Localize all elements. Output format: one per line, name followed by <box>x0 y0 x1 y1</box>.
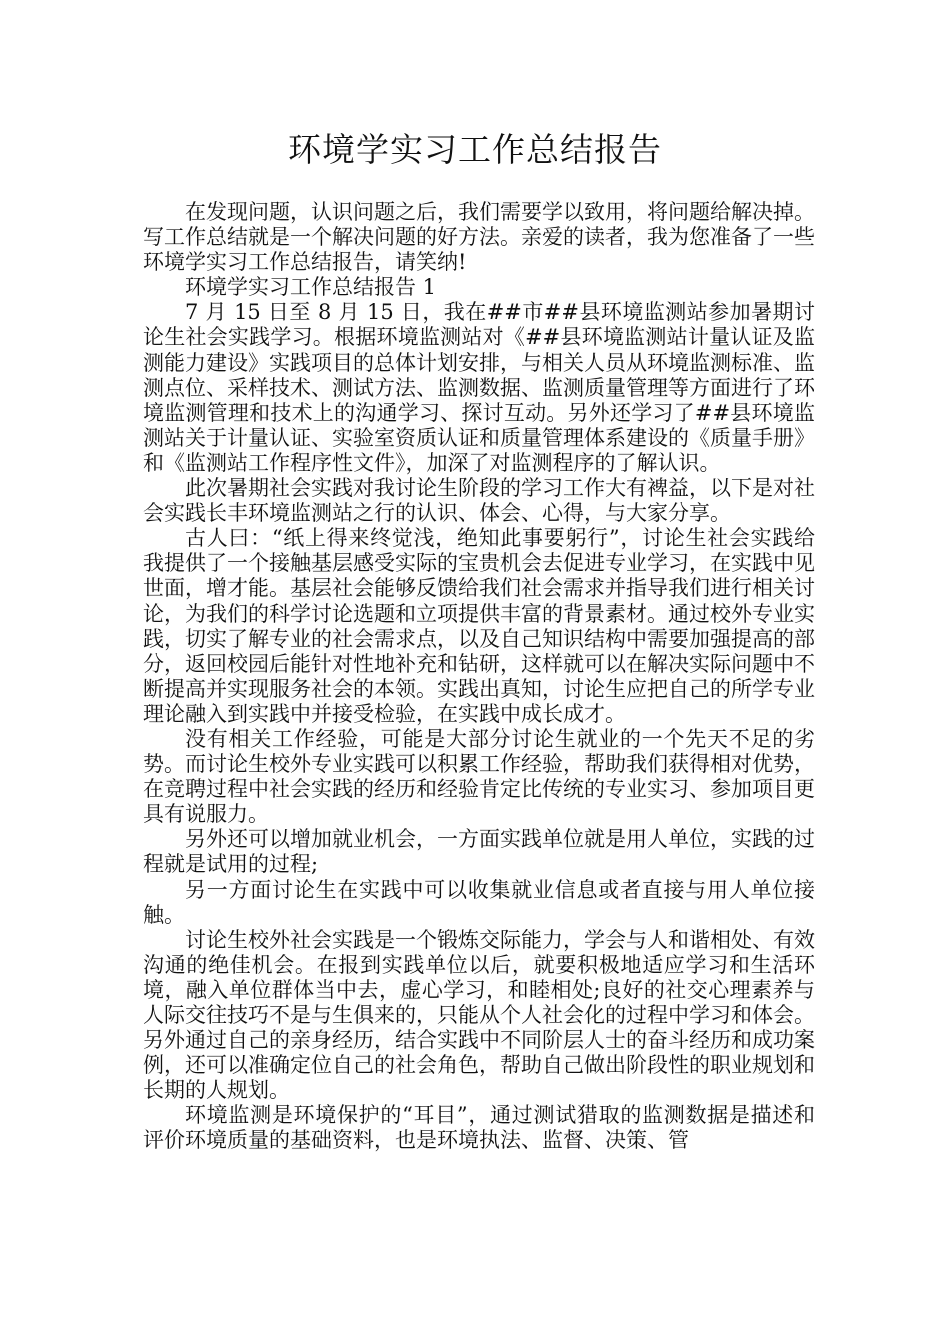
paragraph: 讨论生校外社会实践是一个锻炼交际能力，学会与人和谐相处、有效沟通的绝佳机会。在报到实践单位以后，就要积极地适应学习和生活环境，融入单位群体当中去，虚心学习，和睦相处;良好的社交心理素养与人际交往技巧不是与生俱来的，只能从个人社会化的过程中学习和体会。另外通过自己的亲身经历，结合实践中不同阶层人士的奋斗经历和成功案例，还可以准确定位自己的社会角色，帮助自己做出阶段性的职业规划和长期的人规划。 <box>143 927 815 1103</box>
paragraph-heading: 环境学实习工作总结报告 1 <box>185 275 437 300</box>
paragraph: 没有相关工作经验，可能是大部分讨论生就业的一个先天不足的劣势。而讨论生校外专业实践可以积累工作经验，帮助我们获得相对优势，在竞聘过程中社会实践的经历和经验肯定比传统的专业实习、参加项目更具有说服力。 <box>143 726 815 827</box>
paragraph: 环境监测是环境保护的“耳目”，通过测试猎取的监测数据是描述和评价环境质量的基础资料，也是环境执法、监督、决策、管 <box>143 1103 815 1153</box>
document-title: 环境学实习工作总结报告 <box>288 130 662 169</box>
paragraph: 另一方面讨论生在实践中可以收集就业信息或者直接与用人单位接触。 <box>143 877 815 927</box>
document-body <box>143 200 815 1154</box>
paragraph: 此次暑期社会实践对我讨论生阶段的学习工作大有裨益，以下是对社会实践长丰环境监测站之行的认识、体会、心得，与大家分享。 <box>143 476 815 526</box>
paragraph-intro: 在发现问题，认识问题之后，我们需要学以致用，将问题给解决掉。写工作总结就是一个解决问题的好方法。亲爱的读者，我为您准备了一些环境学实习工作总结报告，请笑纳! <box>143 200 815 275</box>
paragraph: 另外还可以增加就业机会，一方面实践单位就是用人单位，实践的过程就是试用的过程; <box>143 827 815 877</box>
paragraph: 古人曰：“纸上得来终觉浅，绝知此事要躬行”，讨论生社会实践给我提供了一个接触基层感受实际的宝贵机会去促进专业学习，在实践中见世面，增才能。基层社会能够反馈给我们社会需求并指导我们进行相关讨论，为我们的科学讨论选题和立项提供丰富的背景素材。通过校外专业实践，切实了解专业的社会需求点，以及自己知识结构中需要加强提高的部分，返回校园后能针对性地补充和钻研，这样就可以在解决实际问题中不断提高并实现服务社会的本领。实践出真知，讨论生应把自己的所学专业理论融入到实践中并接受检验，在实践中成长成才。 <box>143 526 815 726</box>
paragraph: 7 月 15 日至 8 月 15 日，我在##市##县环境监测站参加暑期讨论生社会实践学习。根据环境监测站对《##县环境监测站计量认证及监测能力建设》实践项目的总体计划安排，与相关人员从环境监测标准、监测点位、采样技术、测试方法、监测数据、监测质量管理等方面进行了环境监测管理和技术上的沟通学习、探讨互动。另外还学习了##县环境监测站关于计量认证、实验室资质认证和质量管理体系建设的《质量手册》和《监测站工作程序性文件》，加深了对监测程序的了解认识。 <box>143 300 815 475</box>
